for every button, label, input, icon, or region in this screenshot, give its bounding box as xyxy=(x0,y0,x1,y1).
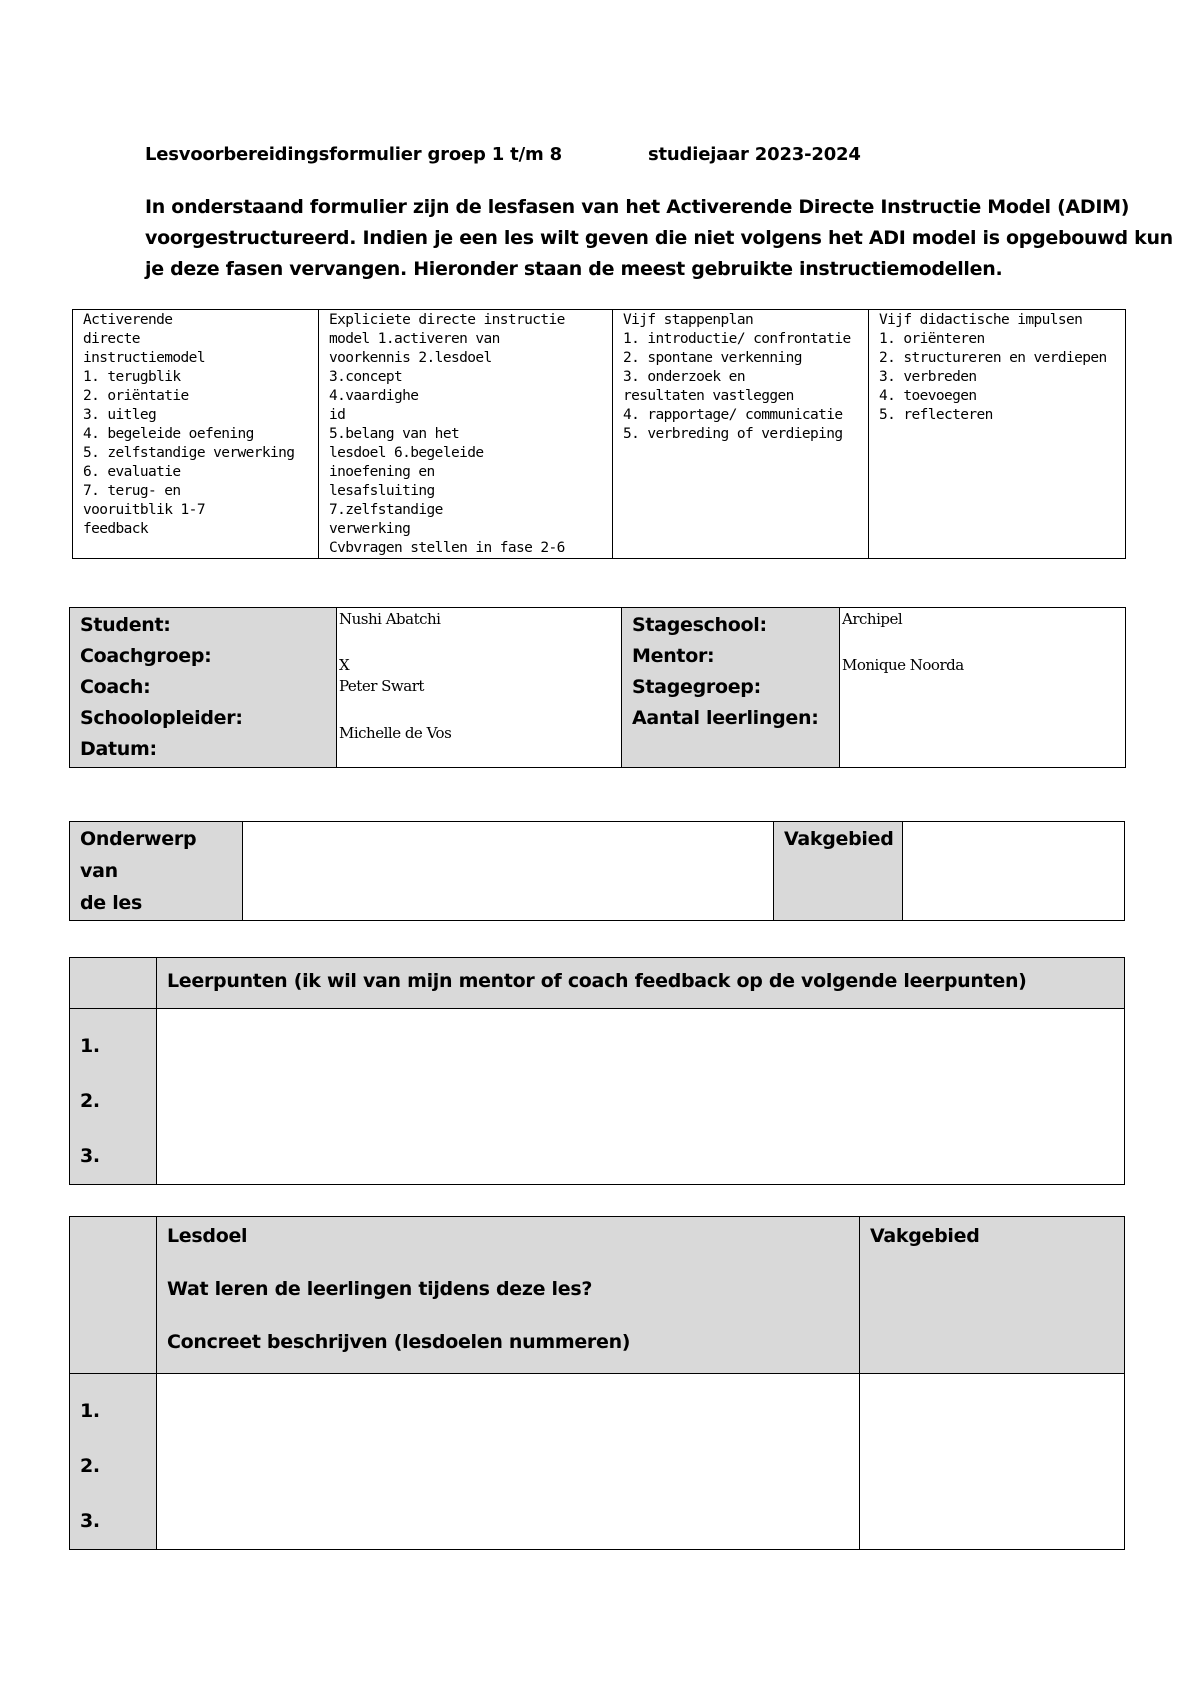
right-labels-cell xyxy=(622,608,840,768)
lesdoel-vakgebied-input-cell[interactable] xyxy=(860,1374,1125,1550)
model-line: 5. verbreding of verdieping xyxy=(623,426,843,442)
model-line: instructiemodel xyxy=(83,350,205,366)
coachgroep-value[interactable]: X xyxy=(339,656,350,674)
model-line: voorkennis 2.lesdoel xyxy=(329,350,492,366)
model-line: model 1.activeren van xyxy=(329,331,500,347)
subject-input-cell[interactable] xyxy=(243,822,774,921)
lesdoel-vakgebied-label: Vakgebied xyxy=(870,1225,980,1247)
intro-line: In onderstaand formulier zijn de lesfasen van het Activerende Directe Instructie Model (ADIM) xyxy=(145,196,1130,218)
leerpunten-input-cell[interactable] xyxy=(157,1009,1125,1185)
form-header xyxy=(145,144,861,165)
aantal-leerlingen-label: Aantal leerlingen: xyxy=(632,707,819,729)
model-line: 7. terug- en xyxy=(83,483,181,499)
model-line: vooruitblik 1-7 xyxy=(83,502,205,518)
model-line: lesdoel 6.begeleide xyxy=(329,445,484,461)
model-line: lesafsluiting xyxy=(329,483,435,499)
model-line: verwerking xyxy=(329,521,411,537)
leerpunt-number: 3. xyxy=(80,1145,100,1167)
intro-line: voorgestructureerd. Indien je een les wilt geven die niet volgens het ADI model is opgebouwd kun xyxy=(145,227,1173,249)
lesdoel-question: Wat leren de leerlingen tijdens deze les? xyxy=(167,1278,593,1300)
form-title: Lesvoorbereidingsformulier groep 1 t/m 8 xyxy=(145,144,562,165)
lesdoel-header xyxy=(157,1217,860,1374)
student-value[interactable]: Nushi Abatchi xyxy=(339,610,441,628)
student-info-table xyxy=(69,607,1126,768)
stageschool-label: Stageschool: xyxy=(632,614,767,636)
model-line: inoefening en xyxy=(329,464,435,480)
model-five-steps-cell xyxy=(613,310,869,559)
leerpunt-number: 2. xyxy=(80,1090,100,1112)
intro-line: je deze fasen vervangen. Hieronder staan de meest gebruikte instructiemodellen. xyxy=(145,258,1003,280)
model-line: Activerende xyxy=(83,312,173,328)
stageschool-value[interactable]: Archipel xyxy=(842,610,903,628)
model-line: 4. toevoegen xyxy=(879,388,977,404)
mentor-value[interactable]: Monique Noorda xyxy=(842,656,964,674)
subject-label-line: Onderwerp van xyxy=(80,828,197,882)
model-line: Vijf stappenplan xyxy=(623,312,754,328)
model-line: 3. onderzoek en xyxy=(623,369,745,385)
leerpunten-header-text: Leerpunten (ik wil van mijn mentor of coach feedback op de volgende leerpunten) xyxy=(167,970,1027,992)
model-line: 1. oriënteren xyxy=(879,331,985,347)
coachgroep-label: Coachgroep: xyxy=(80,645,212,667)
model-line: resultaten vastleggen xyxy=(623,388,794,404)
student-label: Student: xyxy=(80,614,171,636)
model-line: 3. uitleg xyxy=(83,407,157,423)
lesdoel-title: Lesdoel xyxy=(167,1225,248,1247)
lesdoel-number: 1. xyxy=(80,1400,100,1422)
model-line: Vijf didactische impulsen xyxy=(879,312,1083,328)
model-line: 3.concept xyxy=(329,369,403,385)
mentor-label: Mentor: xyxy=(632,645,715,667)
lesdoel-number: 2. xyxy=(80,1455,100,1477)
model-line: 6. evaluatie xyxy=(83,464,181,480)
model-line: Cvbvragen stellen in fase 2-6 xyxy=(329,540,565,556)
left-labels-cell xyxy=(70,608,337,768)
model-line: 5.belang van het xyxy=(329,426,460,442)
lesdoel-table xyxy=(69,1216,1125,1550)
leerpunten-header xyxy=(157,958,1125,1009)
intro-text xyxy=(145,192,1173,285)
left-values-cell[interactable] xyxy=(337,608,622,768)
coach-label: Coach: xyxy=(80,676,151,698)
leerpunten-corner-cell xyxy=(70,958,157,1009)
model-line: 4. rapportage/ communicatie xyxy=(623,407,843,423)
model-line: 2. structureren en verdiepen xyxy=(879,350,1107,366)
model-line: id xyxy=(329,407,346,423)
lesdoel-input-cell[interactable] xyxy=(157,1374,860,1550)
vakgebied-input-cell[interactable] xyxy=(903,822,1125,921)
lesdoel-corner-cell xyxy=(70,1217,157,1374)
subject-table xyxy=(69,821,1125,921)
model-line: 5. zelfstandige verwerking xyxy=(83,445,295,461)
model-line: 5. reflecteren xyxy=(879,407,993,423)
leerpunt-number: 1. xyxy=(80,1035,100,1057)
leerpunten-table xyxy=(69,957,1125,1185)
model-line: 4. begeleide oefening xyxy=(83,426,254,442)
subject-label-line: de les xyxy=(80,892,143,914)
model-line: Expliciete directe instructie xyxy=(329,312,565,328)
schoolopleider-value[interactable]: Michelle de Vos xyxy=(339,724,452,742)
model-didactic-impulses-cell xyxy=(869,310,1126,559)
lesdoel-vakgebied-header xyxy=(860,1217,1125,1374)
leerpunten-numbers-cell xyxy=(70,1009,157,1185)
instruction-models-table xyxy=(72,309,1126,559)
schoolopleider-label: Schoolopleider: xyxy=(80,707,243,729)
stagegroep-label: Stagegroep: xyxy=(632,676,761,698)
model-line: 1. introductie/ confrontatie xyxy=(623,331,851,347)
lesdoel-instruction: Concreet beschrijven (lesdoelen nummeren) xyxy=(167,1331,631,1353)
model-line: 4.vaardighe xyxy=(329,388,419,404)
model-line: 2. spontane verkenning xyxy=(623,350,802,366)
lesdoel-numbers-cell xyxy=(70,1374,157,1550)
model-line: 2. oriëntatie xyxy=(83,388,189,404)
model-line: 1. terugblik xyxy=(83,369,181,385)
subject-label-cell xyxy=(70,822,243,921)
model-line: directe xyxy=(83,331,140,347)
lesdoel-number: 3. xyxy=(80,1510,100,1532)
coach-value[interactable]: Peter Swart xyxy=(339,677,424,695)
right-values-cell[interactable] xyxy=(840,608,1126,768)
model-edi-cell xyxy=(319,310,613,559)
study-year: studiejaar 2023-2024 xyxy=(648,144,861,165)
model-line: 7.zelfstandige xyxy=(329,502,443,518)
model-line: 3. verbreden xyxy=(879,369,977,385)
model-line: feedback xyxy=(83,521,149,537)
vakgebied-label: Vakgebied xyxy=(784,828,894,850)
datum-label: Datum: xyxy=(80,738,157,760)
model-adim-cell xyxy=(73,310,319,559)
vakgebied-label-cell xyxy=(774,822,903,921)
